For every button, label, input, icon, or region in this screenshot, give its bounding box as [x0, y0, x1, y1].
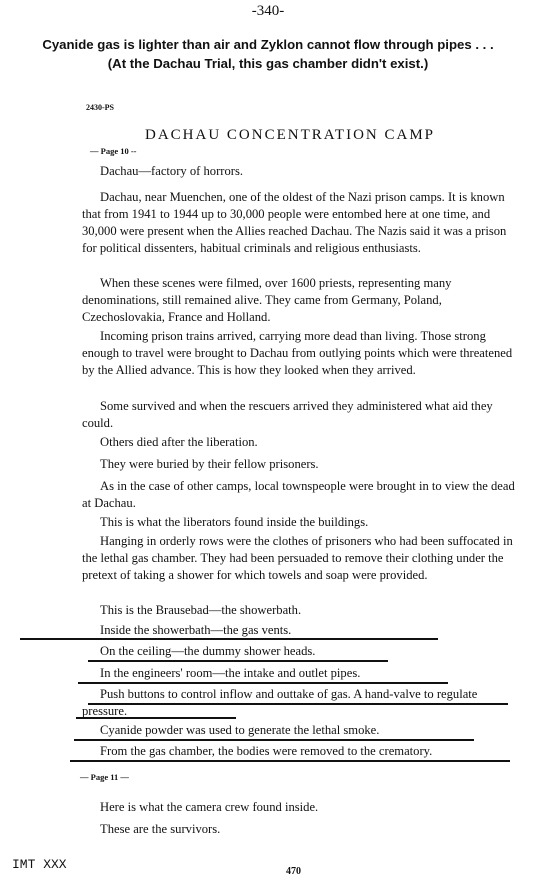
paragraph: These are the survivors.: [100, 822, 221, 836]
paragraph: Dachau—factory of horrors.: [100, 164, 244, 178]
paragraph: Dachau, near Muenchen, one of the oldest of the Nazi prison camps. It is known that from 1941 to 1944 up to 30,000 people were entombed here at one time, and 30,000 were present when the Allies reached Dachau. The Nazis said it was a prison for political dissenters, habitual criminals and religious enthusiasts.: [82, 190, 507, 255]
underline-stroke: [78, 682, 448, 684]
footer-volume: IMT XXX: [12, 857, 67, 872]
top-page-number: -340-: [251, 3, 285, 19]
paragraph: When these scenes were filmed, over 1600 priests, representing many denominations, still remained alive. They came from Germany, Poland, Czechoslovakia, France and Holland.: [82, 276, 452, 324]
paragraph: Hanging in orderly rows were the clothes of prisoners who had been suffocated in the lethal gas chamber. They had been persuaded to remove their clothing under the pretext of taking a shower for which towels and soap were provided.: [82, 534, 513, 582]
underline-stroke: [20, 638, 438, 640]
footer-page-number: 470: [286, 866, 301, 877]
paragraph-underlined: Inside the showerbath—the gas vents.: [100, 623, 292, 637]
paragraph-underlined: On the ceiling—the dummy shower heads.: [100, 644, 316, 658]
paragraph: Here is what the camera crew found inside.: [100, 800, 319, 814]
paragraph: As in the case of other camps, local townspeople were brought in to view the dead at Dachau.: [82, 479, 515, 510]
paragraph-underlined: Cyanide powder was used to generate the lethal smoke.: [100, 723, 380, 737]
paragraph: This is the Brausebad—the showerbath.: [100, 603, 302, 617]
paragraph-underlined: Push buttons to control inflow and outtake of gas. A hand-valve to regulate pressure.: [82, 687, 478, 718]
underline-stroke: [88, 660, 388, 662]
underline-stroke: [88, 703, 508, 705]
underline-stroke: [76, 717, 236, 719]
paragraph: This is what the liberators found inside the buildings.: [100, 515, 369, 529]
underline-stroke: [74, 739, 474, 741]
caption-line-2: (At the Dachau Trial, this gas chamber didn't exist.): [107, 56, 429, 71]
paragraph: Others died after the liberation.: [100, 435, 258, 449]
document-id: 2430-PS: [86, 103, 114, 112]
page-marker-10: — Page 10 --: [90, 146, 137, 156]
underline-stroke: [70, 760, 510, 762]
paragraph: Incoming prison trains arrived, carrying more dead than living. Those strong enough to travel were brought to Dachau from outlying points which were threatened by the Allied advance. This is how they looked when they arrived.: [82, 329, 513, 377]
paragraph: Some survived and when the rescuers arrived they administered what aid they could.: [82, 399, 493, 430]
paragraph: They were buried by their fellow prisoners.: [100, 457, 319, 471]
paragraph-underlined: In the engineers' room—the intake and outlet pipes.: [100, 666, 361, 680]
paragraph-underlined: From the gas chamber, the bodies were removed to the crematory.: [100, 744, 433, 758]
document-title: DACHAU CONCENTRATION CAMP: [145, 127, 436, 143]
caption-line-1: Cyanide gas is lighter than air and Zyklon cannot flow through pipes . . .: [42, 37, 494, 52]
page-marker-11: — Page 11 —: [80, 772, 129, 782]
